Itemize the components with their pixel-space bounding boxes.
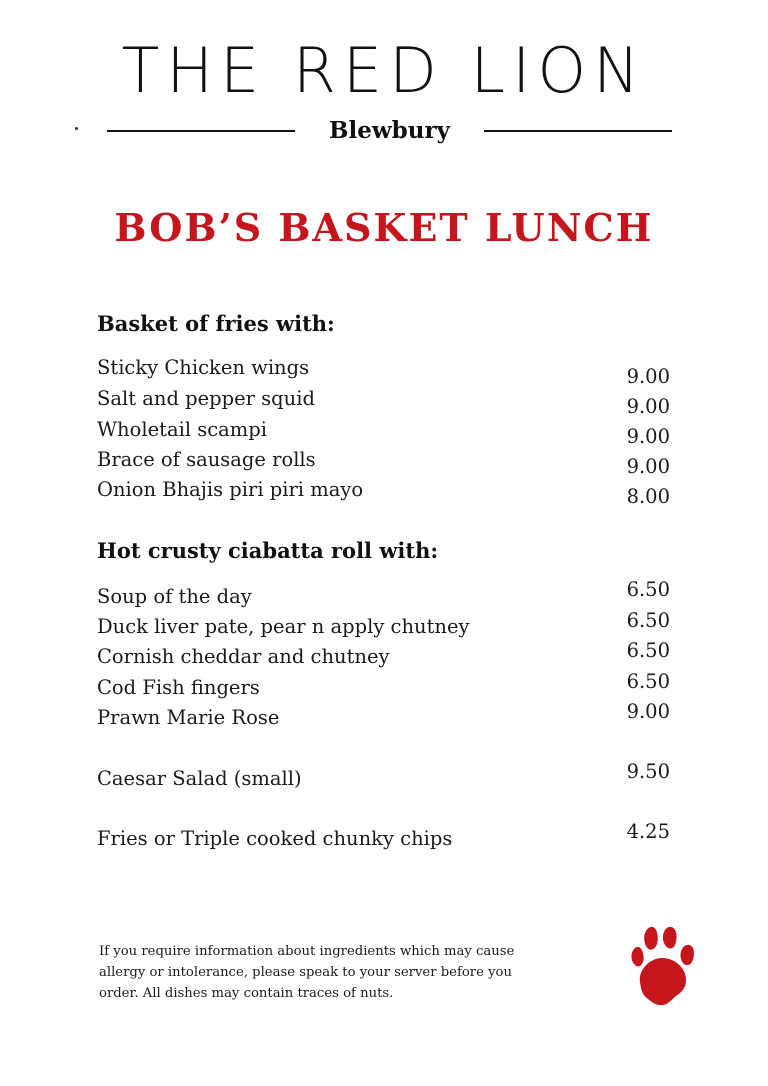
divider-left bbox=[107, 130, 295, 132]
menu-item-price: 9.00 bbox=[626, 365, 670, 388]
menu-item: Cod Fish fingers bbox=[97, 676, 260, 699]
menu-item: Cornish cheddar and chutney bbox=[97, 645, 390, 668]
allergy-notice-line: If you require information about ingredients which may cause bbox=[99, 944, 515, 959]
menu-item: Wholetail scampi bbox=[97, 418, 268, 441]
menu-item: Salt and pepper squid bbox=[97, 387, 315, 410]
menu-item-price: 6.50 bbox=[626, 670, 670, 693]
decorative-dot bbox=[75, 127, 78, 130]
menu-item: Prawn Marie Rose bbox=[97, 706, 280, 729]
section-heading-fries: Basket of fries with: bbox=[97, 311, 335, 336]
menu-item-price: 4.25 bbox=[626, 820, 670, 843]
menu-item-price: 6.50 bbox=[626, 609, 670, 632]
divider-right bbox=[484, 130, 672, 132]
menu-item: Onion Bhajis piri piri mayo bbox=[97, 478, 364, 501]
allergy-notice-line: allergy or intolerance, please speak to your server before you bbox=[99, 965, 512, 980]
menu-item: Soup of the day bbox=[97, 585, 252, 608]
menu-item-caesar: Caesar Salad (small) bbox=[97, 767, 302, 790]
menu-item-price: 9.00 bbox=[626, 395, 670, 418]
menu-item: Sticky Chicken wings bbox=[97, 356, 310, 379]
menu-item-price: 9.00 bbox=[626, 700, 670, 723]
allergy-notice-line: order. All dishes may contain traces of nuts. bbox=[99, 986, 394, 1001]
menu-item-price: 8.00 bbox=[626, 485, 670, 508]
paw-print-icon bbox=[626, 926, 700, 1008]
menu-item-price: 9.50 bbox=[626, 760, 670, 783]
menu-item-price: 9.00 bbox=[626, 455, 670, 478]
menu-item-price: 9.00 bbox=[626, 425, 670, 448]
restaurant-name: THE RED LION bbox=[121, 34, 647, 107]
location-name: Blewbury bbox=[329, 117, 450, 144]
section-heading-ciabatta: Hot crusty ciabatta roll with: bbox=[97, 538, 439, 563]
menu-item-price: 6.50 bbox=[626, 578, 670, 601]
allergy-notice bbox=[99, 941, 559, 1004]
menu-title: BOB’S BASKET LUNCH bbox=[114, 205, 654, 250]
menu-item: Duck liver pate, pear n apply chutney bbox=[97, 615, 470, 638]
menu-item-chips: Fries or Triple cooked chunky chips bbox=[97, 827, 453, 850]
menu-item: Brace of sausage rolls bbox=[97, 448, 316, 471]
menu-item-price: 6.50 bbox=[626, 639, 670, 662]
